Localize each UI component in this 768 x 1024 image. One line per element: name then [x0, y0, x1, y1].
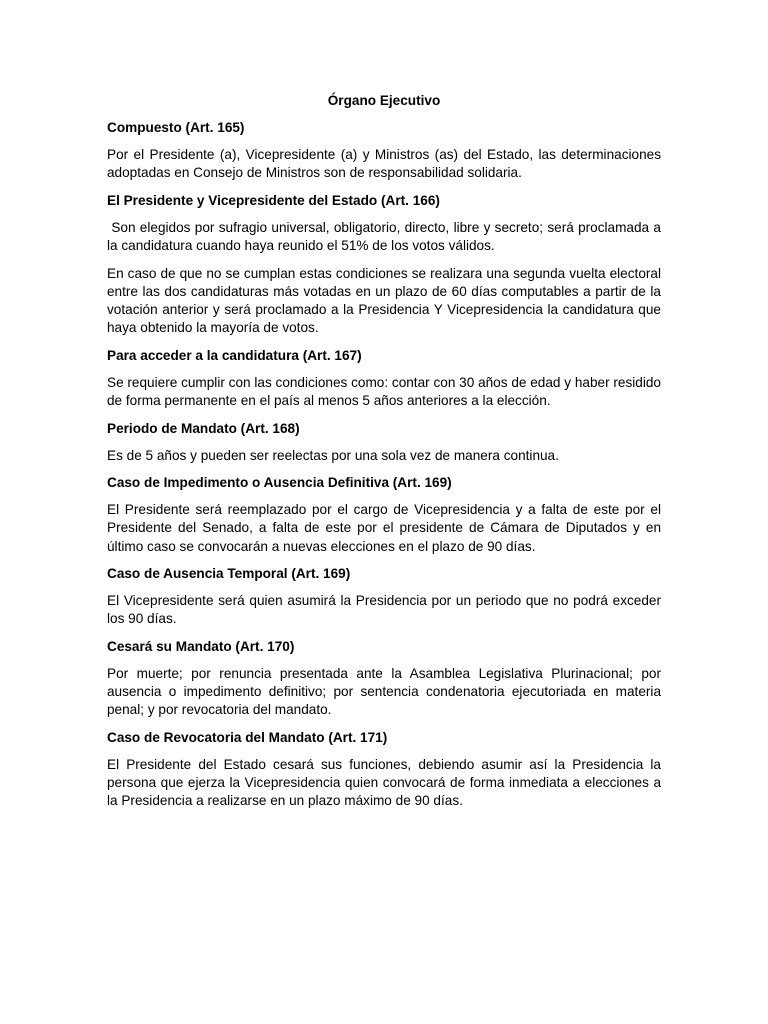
section-paragraph: El Presidente será reemplazado por el cargo de Vicepresidencia y a falta de este por el Presidente del Senado, a falta de este por el presidente de Cámara de Diputados y en último caso se convocarán a nuevas elecciones en el plazo de 90 días. [107, 502, 661, 554]
document-title: Órgano Ejecutivo [327, 93, 441, 108]
section-heading: Cesará su Mandato (Art. 170) [107, 638, 295, 654]
section-compuesto [107, 119, 661, 182]
section-heading: Periodo de Mandato (Art. 168) [107, 420, 300, 436]
section-paragraph: El Presidente del Estado cesará sus funciones, debiendo asumir así la Presidencia la persona que ejerza la Vicepresidencia quien convocará de forma inmediata a elecciones a la Presidencia a realizarse en un plazo máximo de 90 días. [107, 756, 661, 809]
section-presidente-vicepresidente [107, 192, 665, 338]
section-heading: Compuesto (Art. 165) [107, 120, 245, 135]
section-heading: Caso de Ausencia Temporal (Art. 169) [107, 566, 351, 582]
section-revocatoria-mandato [107, 729, 661, 811]
section-acceder-candidatura [107, 347, 661, 410]
section-periodo-mandato [107, 420, 661, 465]
section-paragraph: Por el Presidente (a), Vicepresidente (a) y Ministros (as) del Estado, las determinaciones adoptadas en Consejo de Ministros son de responsabilidad solidaria. [107, 147, 661, 181]
section-heading: Para acceder a la candidatura (Art. 167) [107, 347, 362, 363]
section-cesara-mandato [107, 638, 661, 720]
section-impedimento-ausencia-definitiva [107, 474, 661, 556]
section-heading: Caso de Revocatoria del Mandato (Art. 171) [107, 729, 388, 745]
section-paragraph: Son elegidos por sufragio universal, obligatorio, directo, libre y secreto; será proclamada a la candidatura cuando haya reunido el 51% de los votos válidos. [107, 219, 665, 253]
section-heading: El Presidente y Vicepresidente del Estado (Art. 166) [107, 192, 440, 208]
section-paragraph: En caso de que no se cumplan estas condiciones se realizara una segunda vuelta electoral entre las dos candidaturas más votadas en un plazo de 60 días computables a partir de la votación anterior y será proclamado a la Presidencia Y Vicepresidencia la candidatura que haya obtenido la mayoría de votos. [107, 265, 661, 336]
section-paragraph: Por muerte; por renuncia presentada ante la Asamblea Legislativa Plurinacional; por ausencia o impedimento definitivo; por sentencia condenatoria ejecutoriada en materia penal; y por revocatoria del mandato. [107, 665, 661, 718]
section-paragraph: Es de 5 años y pueden ser reelectas por una sola vez de manera continua. [107, 447, 559, 463]
document-page [107, 92, 665, 820]
section-ausencia-temporal [107, 565, 661, 628]
section-paragraph: El Vicepresidente será quien asumirá la Presidencia por un periodo que no podrá exceder los 90 días. [107, 593, 661, 627]
section-heading: Caso de Impedimento o Ausencia Definitiva (Art. 169) [107, 475, 452, 491]
section-paragraph: Se requiere cumplir con las condiciones como: contar con 30 años de edad y haber residido de forma permanente en el país al menos 5 años anteriores a la elección. [107, 374, 661, 408]
